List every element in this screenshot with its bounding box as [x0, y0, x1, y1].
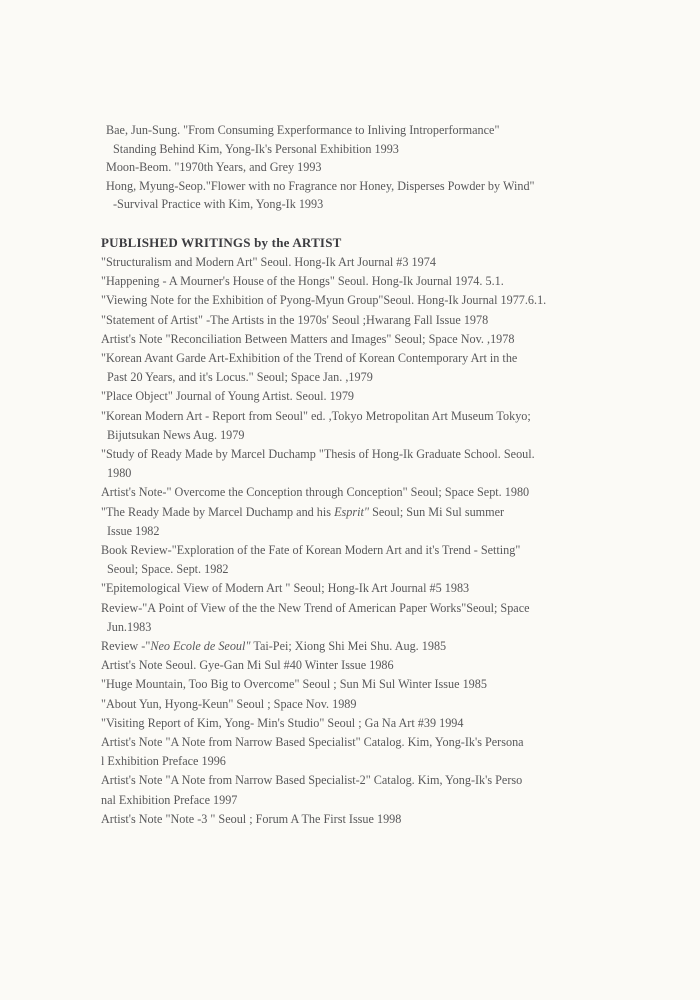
writing-entry	[101, 349, 601, 387]
reference-line: Hong, Myung-Seop."Flower with no Fragrance nor Honey, Disperses Powder by Wind"	[106, 178, 535, 193]
writing-entry	[101, 541, 601, 579]
writing-entry	[101, 407, 601, 445]
reference-line: Standing Behind Kim, Yong-Ik's Personal Exhibition 1993	[113, 141, 399, 156]
reference-entry	[106, 121, 686, 158]
reference-line: Bae, Jun-Sung. "From Consuming Experformance to Inliving Introperformance"	[106, 123, 500, 137]
writing-entry	[101, 291, 601, 310]
writing-line: "Korean Modern Art - Report from Seoul" ed. ,Tokyo Metropolitan Art Museum Tokyo;	[101, 408, 531, 423]
writing-line: Book Review-"Exploration of the Fate of Korean Modern Art and it's Trend - Setting"	[101, 543, 521, 558]
writing-line: "About Yun, Hyong-Keun" Seoul ; Space Nov. 1989	[101, 696, 357, 711]
writing-line: Artist's Note-" Overcome the Conception through Conception" Seoul; Space Sept. 1980	[101, 485, 530, 500]
writing-entry	[101, 771, 601, 809]
writing-line: "Korean Avant Garde Art-Exhibition of the Trend of Korean Contemporary Art in the	[101, 351, 518, 366]
writing-entry	[101, 445, 601, 483]
writing-entry	[101, 714, 601, 733]
writing-line: "Statement of Artist" -The Artists in the 1970s' Seoul ;Hwarang Fall Issue 1978	[101, 312, 489, 327]
writing-italic-title: Esprit"	[334, 504, 370, 519]
writings-list	[101, 253, 601, 829]
writing-line: nal Exhibition Preface 1997	[101, 792, 238, 807]
writing-entry	[101, 387, 601, 406]
section-heading: PUBLISHED WRITINGS by the ARTIST	[101, 235, 342, 250]
writing-entry	[101, 733, 601, 771]
writing-line: Artist's Note "Note -3 " Seoul ; Forum A The First Issue 1998	[101, 811, 402, 826]
writing-line: Jun.1983	[107, 619, 152, 634]
writing-line: Artist's Note Seoul. Gye-Gan Mi Sul #40 Winter Issue 1986	[101, 658, 394, 673]
writing-line: Seoul; Space. Sept. 1982	[107, 562, 229, 577]
writing-line: Past 20 Years, and it's Locus." Seoul; Space Jan. ,1979	[107, 370, 373, 385]
references-list	[106, 121, 686, 214]
writing-entry	[101, 483, 601, 502]
writing-entry	[101, 695, 601, 714]
writing-line: "Viewing Note for the Exhibition of Pyong-Myun Group"Seoul. Hong-Ik Journal 1977.6.1.	[101, 293, 547, 308]
writing-line: Review-"A Point of View of the the New Trend of American Paper Works"Seoul; Space	[101, 600, 530, 615]
reference-entry	[106, 158, 686, 177]
writing-entry	[101, 675, 601, 694]
writing-line: 1980	[107, 466, 132, 481]
writing-line: "Structuralism and Modern Art" Seoul. Hong-Ik Art Journal #3 1974	[101, 255, 436, 269]
writing-line: Artist's Note "A Note from Narrow Based Specialist" Catalog. Kim, Yong-Ik's Persona	[101, 735, 524, 750]
writing-entry	[101, 503, 601, 541]
writing-entry	[101, 311, 601, 330]
reference-line: -Survival Practice with Kim, Yong-Ik 1993	[113, 197, 324, 212]
writing-line: "Epitemological View of Modern Art " Seoul; Hong-Ik Art Journal #5 1983	[101, 581, 470, 596]
writing-text: Tai-Pei; Xiong Shi Mei Shu. Aug. 1985	[250, 639, 447, 654]
writing-entry	[101, 579, 601, 598]
writing-entry	[101, 253, 601, 272]
writing-line: Bijutsukan News Aug. 1979	[107, 427, 245, 442]
reference-entry	[106, 177, 686, 214]
writing-line: "Visiting Report of Kim, Yong- Min's Studio" Seoul ; Ga Na Art #39 1994	[101, 715, 464, 730]
writing-text: Seoul; Sun Mi Sul summer	[369, 504, 505, 519]
writing-entry	[101, 599, 601, 637]
writing-text: "The Ready Made by Marcel Duchamp and his	[101, 504, 335, 519]
writing-line: Artist's Note "Reconciliation Between Matters and Images" Seoul; Space Nov. ,1978	[101, 331, 515, 346]
writing-entry	[101, 656, 601, 675]
reference-line: Moon-Beom. "1970th Years, and Grey 1993	[106, 160, 322, 175]
writing-line: l Exhibition Preface 1996	[101, 754, 226, 769]
writing-line: Artist's Note "A Note from Narrow Based Specialist-2" Catalog. Kim, Yong-Ik's Perso	[101, 773, 523, 788]
writing-line: Issue 1982	[107, 523, 160, 538]
writing-line: "Huge Mountain, Too Big to Overcome" Seoul ; Sun Mi Sul Winter Issue 1985	[101, 677, 487, 692]
writing-line: "Place Object" Journal of Young Artist. Seoul. 1979	[101, 389, 355, 404]
writing-italic-title: Neo Ecole de Seoul"	[150, 639, 251, 654]
writing-entry	[101, 637, 601, 656]
writing-line: "Happening - A Mourner's House of the Hongs" Seoul. Hong-Ik Journal 1974. 5.1.	[101, 274, 504, 289]
writing-entry	[101, 810, 601, 829]
writing-line: "Study of Ready Made by Marcel Duchamp "Thesis of Hong-Ik Graduate School. Seoul.	[101, 447, 535, 462]
writing-entry	[101, 330, 601, 349]
writing-text: Review -"	[101, 639, 151, 654]
writing-entry	[101, 272, 601, 291]
